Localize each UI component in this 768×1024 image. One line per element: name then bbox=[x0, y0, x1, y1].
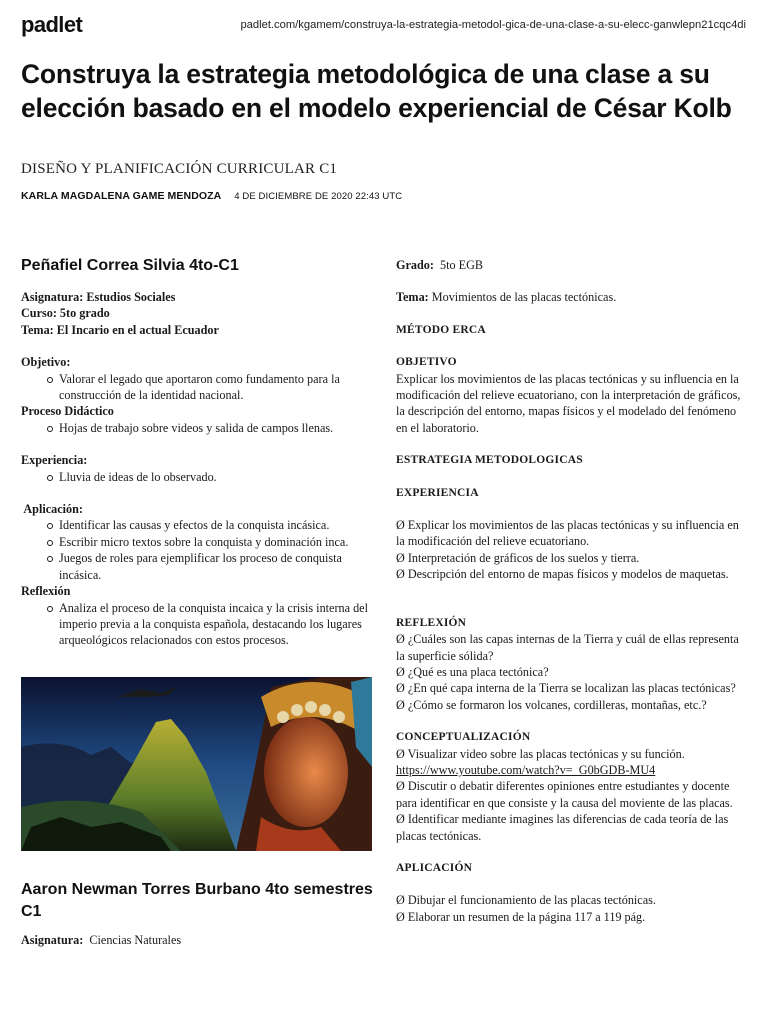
youtube-link[interactable]: https://www.youtube.com/watch?v=_G0bGDB-MU4 bbox=[396, 762, 656, 777]
asignatura-value: Ciencias Naturales bbox=[83, 932, 182, 947]
page-subtitle: DISEÑO Y PLANIFICACIÓN CURRICULAR C1 bbox=[21, 161, 338, 177]
asignatura-line: Asignatura: Estudios Sociales bbox=[21, 290, 176, 304]
asignatura-label: Asignatura: bbox=[21, 932, 84, 947]
post-date: 4 DE DICIEMBRE DE 2020 22:43 UTC bbox=[234, 191, 403, 202]
conceptualizacion-heading: CONCEPTUALIZACIÓN bbox=[396, 731, 531, 744]
list-item: Ø ¿En qué capa interna de la Tierra se localizan las placas tectónicas? bbox=[396, 681, 736, 696]
curso-line: Curso: 5to grado bbox=[21, 306, 110, 321]
proceso-label: Proceso Didáctico bbox=[21, 404, 114, 419]
list-item: Hojas de trabajo sobre videos y salida de campos llenas. bbox=[21, 420, 376, 436]
author-name[interactable]: KARLA MAGDALENA GAME MENDOZA bbox=[21, 190, 222, 202]
list-item: Lluvia de ideas de lo observado. bbox=[21, 469, 376, 485]
list-item: Ø Elaborar un resumen de la página 117 a 119 pág. bbox=[396, 909, 646, 924]
page-meta bbox=[21, 190, 402, 202]
list-item: Ø Explicar los movimientos de las placas tectónicas y su influencia en la modificación del relieve ecuatoriano. bbox=[396, 518, 739, 549]
post-body-2 bbox=[21, 932, 376, 948]
aplicacion-list bbox=[21, 517, 376, 583]
aplicacion-label: Aplicación: bbox=[21, 502, 83, 517]
painting-illustration bbox=[21, 677, 372, 851]
list-item: Ø Interpretación de gráficos de los suelos y tierra. bbox=[396, 550, 640, 565]
experiencia-list bbox=[21, 469, 376, 485]
list-item: Escribir micro textos sobre la conquista y dominación inca. bbox=[21, 534, 376, 550]
list-item: Ø Discutir o debatir diferentes opiniones entre estudiantes y docente para identificar en que consiste y la causa del moviente de las placas. bbox=[396, 779, 733, 810]
list-item: Valorar el legado que aportaron como fundamento para la construcción de la identidad nacional. bbox=[21, 371, 376, 404]
list-item: Ø ¿Cómo se formaron los volcanes, cordilleras, montañas, etc.? bbox=[396, 697, 707, 712]
proceso-list bbox=[21, 420, 376, 436]
experiencia-label: Experiencia: bbox=[21, 453, 88, 468]
inca-painting-image[interactable] bbox=[21, 677, 372, 851]
top-bar bbox=[0, 0, 768, 52]
grado-value: 5to EGB bbox=[433, 258, 484, 272]
objetivo-heading: OBJETIVO bbox=[396, 356, 457, 369]
list-item: Ø ¿Qué es una placa tectónica? bbox=[396, 664, 549, 679]
list-item: Analiza el proceso de la conquista incaica y la crisis interna del imperio previa a la conquista española, destacando los lugares arqueológicos relacionados con estos procesos. bbox=[21, 600, 376, 649]
list-item: Ø ¿Cuáles son las capas internas de la Tierra y cuál de ellas representa la superficie sólida? bbox=[396, 632, 739, 663]
experiencia-heading: EXPERIENCIA bbox=[396, 486, 479, 499]
left-column bbox=[21, 252, 376, 948]
objetivo-text: Explicar los movimientos de las placas tectónicas y su influencia en la modificación del relieve ecuatoriano, con la interpretación de gráficos, la descripción del entorno, mapas físicos y el modelado del fenómeno en el laboratorio. bbox=[396, 371, 741, 435]
post-body bbox=[21, 289, 376, 649]
reflexion-heading: REFLEXIÓN bbox=[396, 616, 467, 629]
list-item: Ø Identificar mediante imagines las diferencias de cada teoría de las placas tectónicas. bbox=[396, 812, 729, 843]
list-item: Ø Dibujar el funcionamiento de las placas tectónicas. bbox=[396, 893, 656, 908]
list-item: Ø Visualizar video sobre las placas tectónicas y su función. bbox=[396, 746, 685, 761]
tema-label: Tema: bbox=[396, 290, 429, 305]
reflexion-list bbox=[21, 600, 376, 649]
tema-line: Tema: El Incario en el actual Ecuador bbox=[21, 322, 219, 337]
objetivo-list bbox=[21, 371, 376, 404]
list-item: Identificar las causas y efectos de la conquista incásica. bbox=[21, 517, 376, 533]
reflexion-label: Reflexión bbox=[21, 584, 71, 599]
page-url[interactable]: padlet.com/kgamem/construya-la-estrategia-metodol-gica-de-una-clase-a-su-elecc-ganwlepn21cqc4di bbox=[240, 19, 746, 31]
padlet-logo[interactable]: padlet bbox=[21, 12, 83, 37]
post-title-2: Aaron Newman Torres Burbano 4to semestres C1 bbox=[21, 880, 373, 920]
list-item: Ø Descripción del entorno de mapas físicos y modelos de maquetas. bbox=[396, 567, 729, 582]
objetivo-label: Objetivo: bbox=[21, 355, 71, 370]
grado-label: Grado: bbox=[396, 258, 434, 272]
post-title: Peñafiel Correa Silvia 4to-C1 bbox=[21, 257, 239, 274]
page-title: Construya la estrategia metodológica de una clase a su elección basado en el modelo experiencial de César Kolb bbox=[21, 59, 732, 123]
list-item: Juegos de roles para ejemplificar los proceso de conquista incásica. bbox=[21, 550, 376, 583]
metodo-heading: MÉTODO ERCA bbox=[396, 323, 486, 336]
estrategia-heading: ESTRATEGIA METODOLOGICAS bbox=[396, 454, 583, 467]
tema-value: Movimientos de las placas tectónicas. bbox=[428, 290, 617, 305]
aplicacion-heading: APLICACIÓN bbox=[396, 861, 473, 874]
right-column bbox=[396, 252, 746, 925]
